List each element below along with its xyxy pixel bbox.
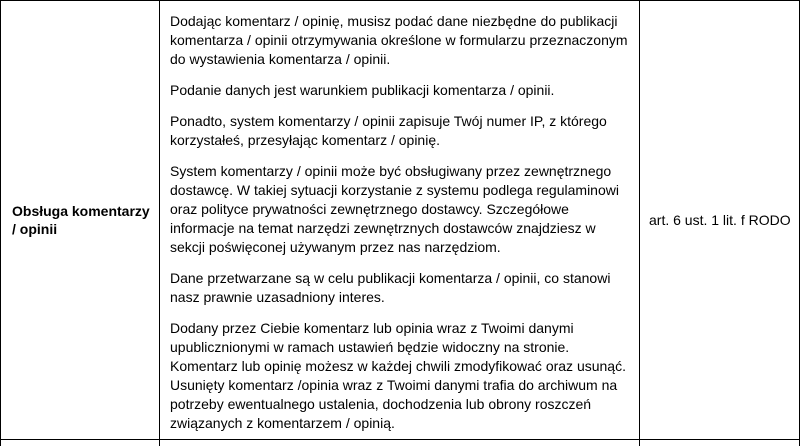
description-cell (160, 1, 640, 440)
legal-basis-cell (640, 1, 800, 440)
description-paragraph: Dodając komentarz / opinię, musisz podać dane niezbędne do publikacji komentarza / opinii otrzymywania określone w formularzu przeznaczonym do wystawienia komentarza / opinii. (170, 12, 631, 69)
description-paragraph: Podanie danych jest warunkiem publikacji komentarza / opinii. (170, 81, 631, 100)
table-row (1, 440, 800, 446)
description-paragraph: Dane przetwarzane są w celu publikacji komentarza / opinii, co stanowi nasz prawnie uzasadniony interes. (170, 269, 631, 307)
purpose-cell (1, 1, 160, 440)
purpose-name: Obsługa komentarzy / opinii (12, 202, 153, 238)
empty-cell (160, 440, 640, 446)
legal-basis: art. 6 ust. 1 lit. f RODO (649, 211, 793, 230)
empty-cell (1, 440, 160, 446)
empty-cell (640, 440, 800, 446)
description-paragraph: System komentarzy / opinii może być obsługiwany przez zewnętrznego dostawcę. W takiej sytuacji korzystanie z systemu podlega regulaminowi oraz polityce prywatności zewnętrznego dostawcy. Szczegółowe informacje na temat narzędzi zewnętrznych dostawców znajdziesz w sekcji poświęconej używanym przez nas narzędziom. (170, 162, 631, 257)
description-paragraph: Dodany przez Ciebie komentarz lub opinia wraz z Twoimi danymi upublicznionymi w ramach ustawień będzie widoczny na stronie. Komentarz lub opinię możesz w każdej chwili zmodyfikować oraz usunąć. Usunięty komentarz /opinia wraz z Twoimi danymi trafia do archiwum na potrzeby ewentualnego ustalenia, dochodzenia lub obrony roszczeń związanych z komentarzem / opinią. (170, 319, 631, 433)
table-row (1, 1, 800, 440)
description-paragraph: Ponadto, system komentarzy / opinii zapisuje Twój numer IP, z którego korzystałeś, przesyłając komentarz / opinię. (170, 112, 631, 150)
